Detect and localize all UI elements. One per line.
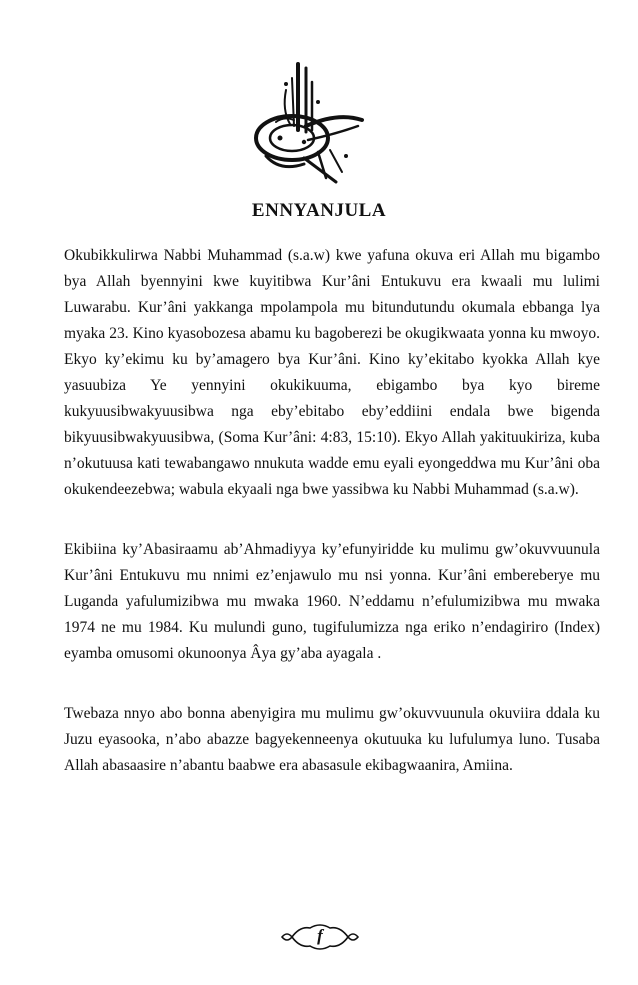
calligraphy-emblem-icon bbox=[246, 60, 364, 188]
page-number: f bbox=[317, 926, 323, 945]
page-title: ENNYANJULA bbox=[251, 200, 387, 221]
calligraphy-emblem bbox=[246, 60, 364, 188]
paragraph-1: Okubikkulirwa Nabbi Muhammad (s.a.w) kwe yafuna okuva eri Allah mu bigambo bya Allah byennyini kwe kuyitibwa Kur’âni Entukuvu era kwaali mu lulimi Luwarabu. Kur’âni yakkanga mpolampola mu bitundutundu okumala ebbanga lya myaka 23. Kino kyasobozesa abamu ku bagoberezi be okugikwaata yonna ku mwoyo. Ekyo ky’ekimu ku by’amagero bya Kur’âni. Kino ky’ekitabo kyokka Allah kye yasuubiza Ye yennyini okukikuuma, ebigambo bya kyo bireme kukyuusibwakyuusibwa nga eby’ebitabo eby’eddiini endala bwe bigenda bikyuusibwakyuusibwa, (Soma Kur’âni: 4:83, 15:10). Ekyo Allah yakituukiriza, kuba n’okutuusa kati tewabangawo nnukuta wadde emu eyali eyongeddwa mu Kur’âni oba okukendeezebwa; wabula ekyaali nga bwe yassibwa ku Nabbi Muhammad (s.a.w). bbox=[64, 247, 600, 498]
page-number-ornament bbox=[280, 920, 360, 954]
paragraph-2: Ekibiina ky’Abasiraamu ab’Ahmadiyya ky’efunyiridde ku mulimu gw’okuvvuunula Kur’âni Entukuvu mu nnimi ez’enjawulo mu nsi yonna. Kur’âni embereberye mu Luganda yafulumizibwa mu mwaka 1960. N’eddamu n’efulumizibwa mu mwaka 1974 ne mu 1984. Ku mulundi guno, tugifulumizza nga eriko n’endagiriro (Index) eyamba omusomi okunoonya Âya gy’aba ayagala . bbox=[64, 541, 600, 662]
paragraph-3: Twebaza nnyo abo bonna abenyigira mu mulimu gw’okuvvuunula okuviira ddala ku Juzu eyasooka, n’abo abazze bagyekenneenya okutuuka ku lufulumya luno. Tusaba Allah abasaasire n’abantu baabwe era abasasule ekibagwaanira, Amiina. bbox=[64, 705, 600, 774]
body-text bbox=[64, 243, 600, 813]
